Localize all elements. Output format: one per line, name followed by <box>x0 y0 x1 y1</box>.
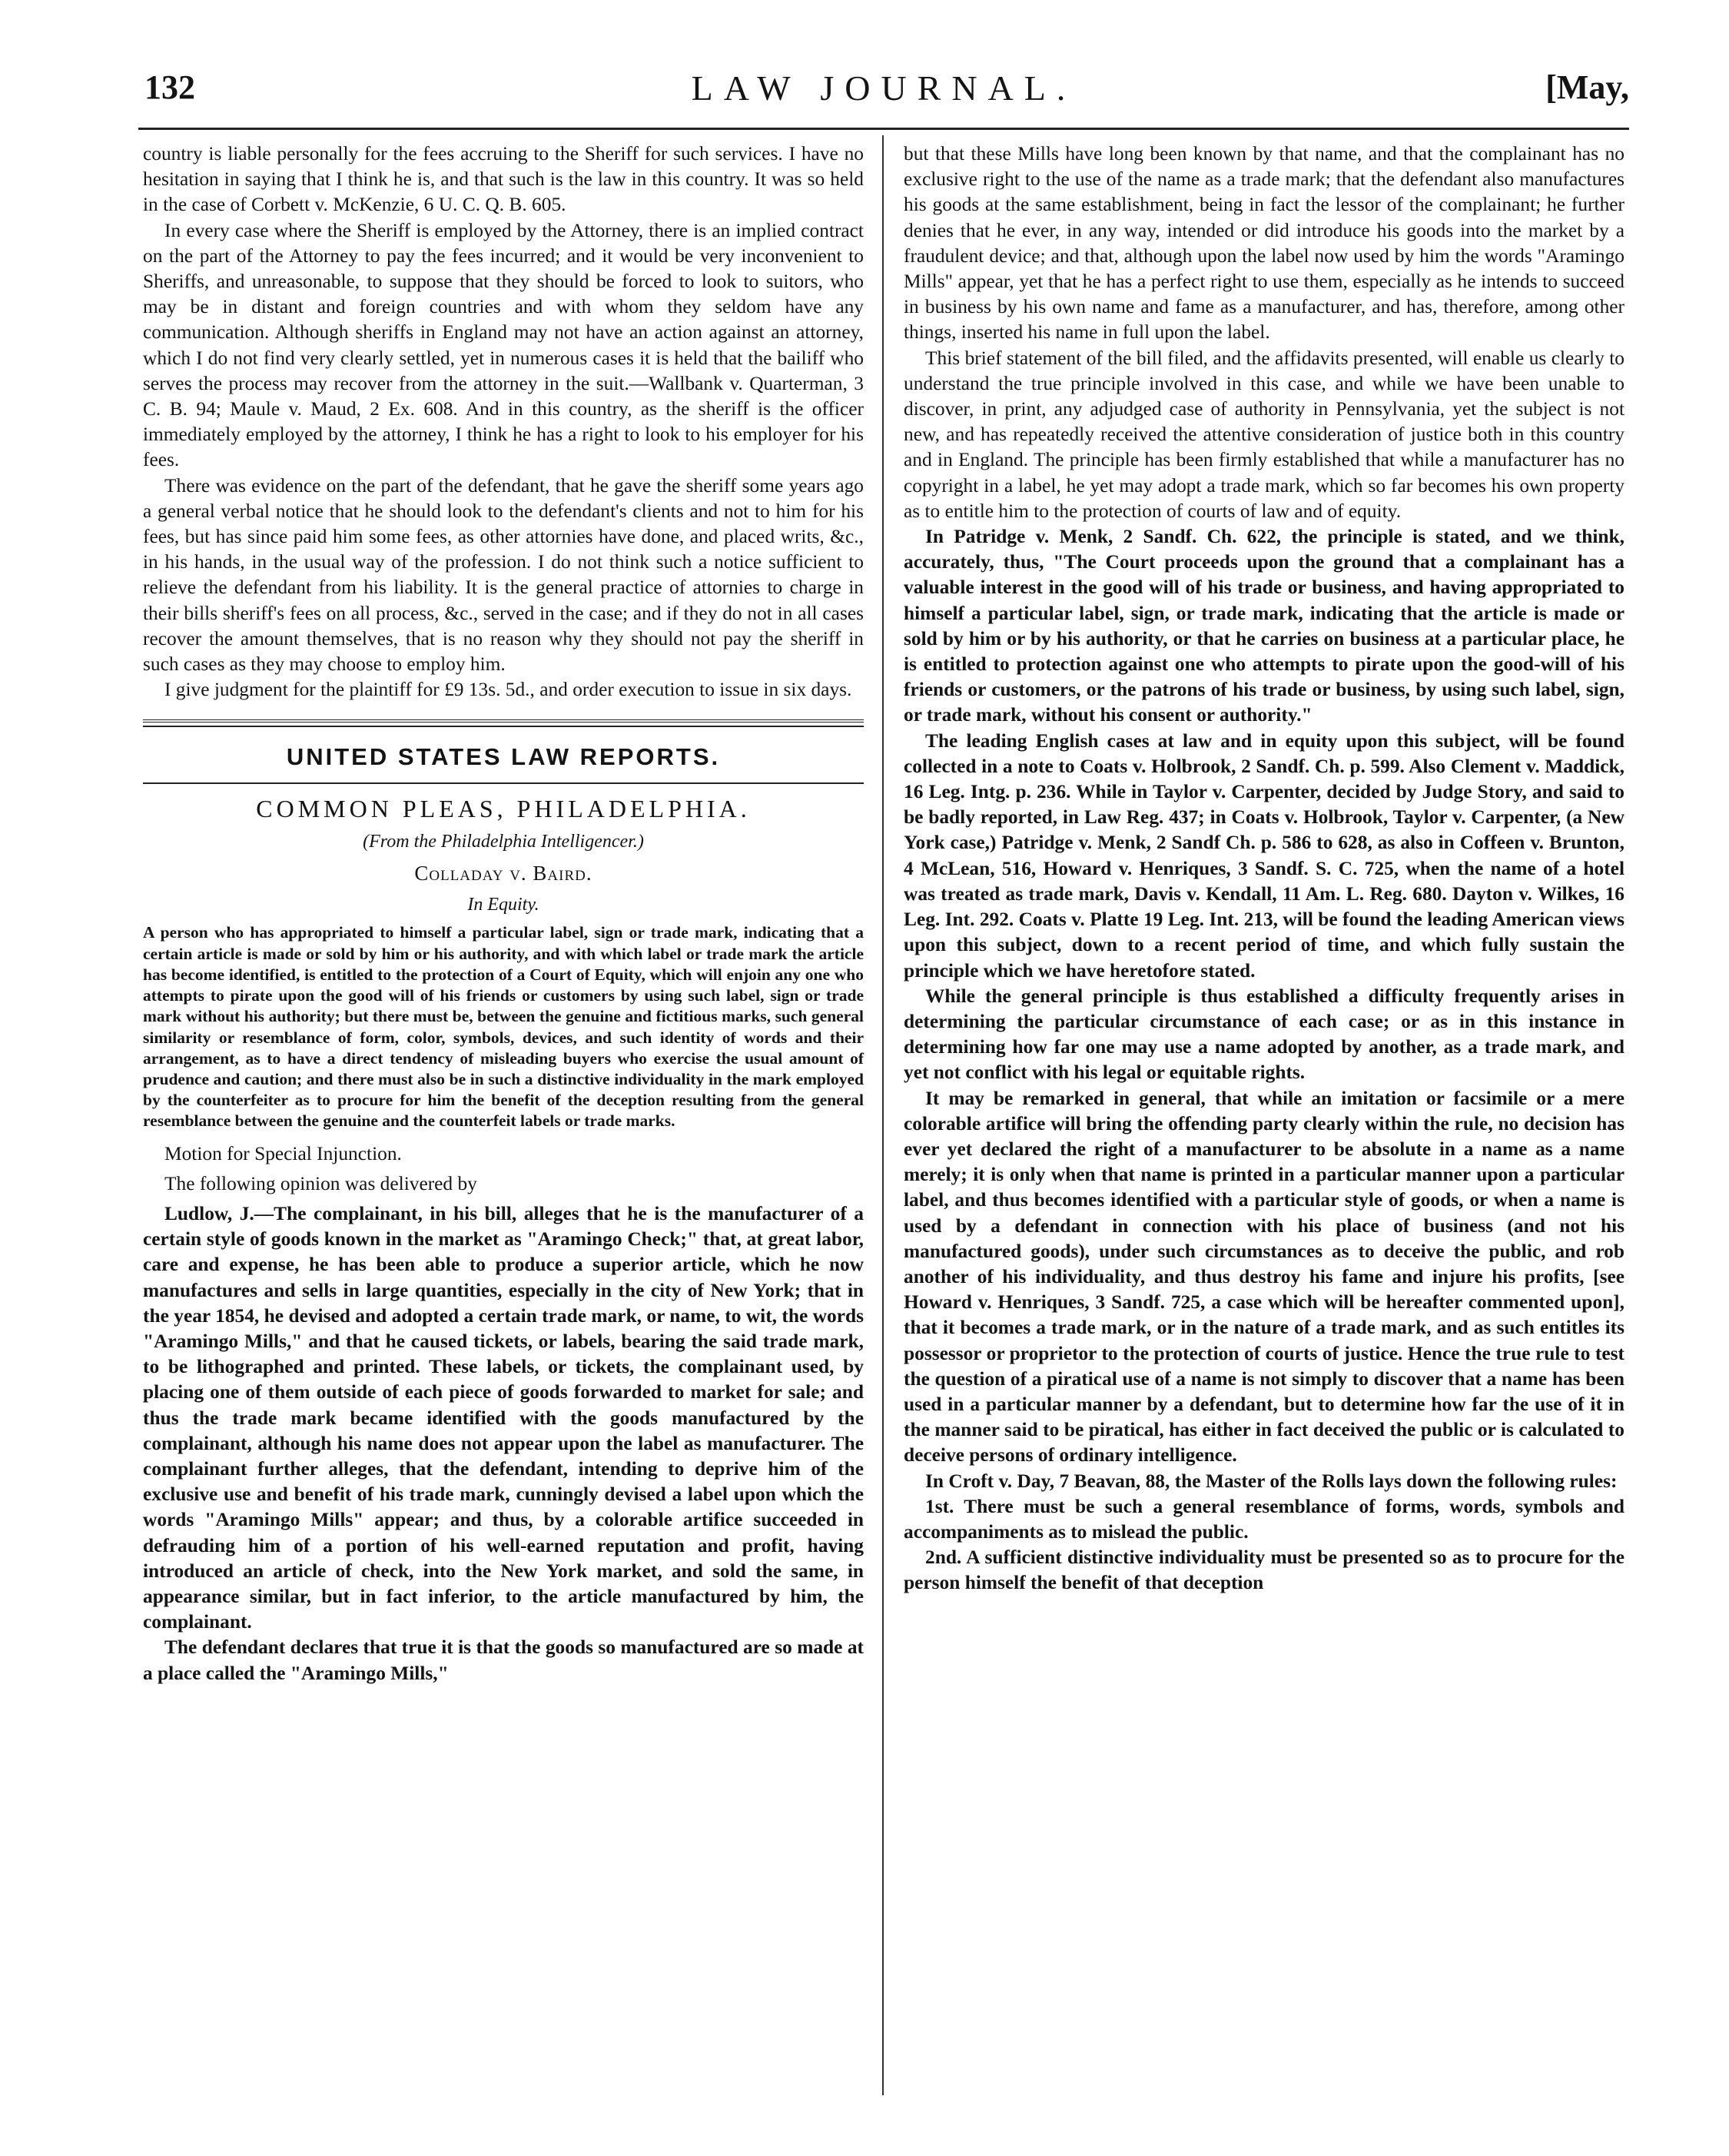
paragraph: 1st. There must be such a general resemblance of forms, words, symbols and accompaniments as to mislead the public. <box>904 1495 1624 1543</box>
paragraph: In Patridge v. Menk, 2 Sandf. Ch. 622, the principle is stated, and we think, accurately, thus, "The Court proceeds upon the ground that a complainant has a valuable interest in the good will of his trade or business, and having appropriated to himself a particular label, sign, or trade mark, indicating that the article is made or sold by him or by his authority, or that he carries on business at a particular place, he is entitled to protection against one who attempts to pirate upon the good-will of his friends or customers, or the patrons of his trade or business, by using such label, sign, or trade mark, without his consent or authority." <box>904 526 1624 726</box>
page-header <box>138 63 1629 117</box>
header-rule <box>138 128 1629 130</box>
case-name: Colladay v. Baird. <box>414 862 592 885</box>
headnote: A person who has appropriated to himself a particular label, sign or trade mark, indicating that a certain article is made or sold by him or his authority, and with which label or trade mark the article has become identified, is entitled to the protection of a Court of Equity, which will enjoin any one who attempts to pirate upon the good will of his friends or customers by using such label, sign or trade mark without his authority; but there must be, between the genuine and fictitious marks, such general similarity or resemblance of form, color, symbols, devices, and such identity of words and their arrangement, as to have a direct tendency of misleading buyers who exercise the usual amount of prudence and caution; and there must also be in such a distinctive individuality in the mark employed by the counterfeiter as to procure for him the benefit of the deception resulting from the general resemblance between the genuine and the counterfeit labels or trade marks. <box>143 923 864 1131</box>
report-source: (From the Philadelphia Intelligencer.) <box>363 831 644 852</box>
right-column <box>904 141 1624 1596</box>
motion-line: Motion for Special Injunction. <box>164 1142 402 1164</box>
paragraph: country is liable personally for the fees accruing to the Sheriff for such services. I have no hesitation in saying that I think he is, and that such is the law in this country. It was so held in the case of Corbett v. McKenzie, 6 U. C. Q. B. 605. <box>143 143 864 216</box>
jurisdiction: In Equity. <box>467 895 539 915</box>
column-divider <box>882 135 884 2095</box>
paragraph: While the general principle is thus established a difficulty frequently arises in determining the particular circumstance of each case; or as in this instance in determining how far one may use a name adopted by another, as a trade mark, and yet not conflict with his legal or equitable rights. <box>904 985 1624 1084</box>
section-separator <box>143 719 864 723</box>
page-number: 132 <box>144 68 195 106</box>
paragraph: 2nd. A sufficient distinctive individuality must be presented so as to procure for the person himself the benefit of that deception <box>904 1546 1624 1594</box>
issue-month: [May, <box>1545 68 1629 106</box>
section-title: UNITED STATES LAW REPORTS. <box>286 743 721 771</box>
paragraph: The leading English cases at law and in equity upon this subject, will be found collected in a note to Coats v. Holbrook, 2 Sandf. Ch. p. 599. Also Clement v. Maddick, 16 Leg. Intg. p. 236. While in Taylor v. Carpenter, decided by Judge Story, and said to be badly reported, in Law Reg. 437; in Coats v. Holbrook, Taylor v. Carpenter, (a New York case,) Patridge v. Menk, 2 Sandf Ch. p. 586 to 628, as also in Coffeen v. Brunton, 4 McLean, 516, Howard v. Henriques, 3 Sandf. S. C. 725, when the name of a hotel was treated as trade mark, Davis v. Kendall, 11 Am. L. Reg. 680. Dayton v. Wilkes, 16 Leg. Int. 292. Coats v. Platte 19 Leg. Int. 213, will be found the leading American views upon this subject, down to a recent period of time, and which fully sustain the principle which we have heretofore stated. <box>904 729 1624 982</box>
paragraph: This brief statement of the bill filed, and the affidavits presented, will enable us clearly to understand the true principle involved in this case, and while we have been unable to discover, in print, any adjudged case of authority in Pennsylvania, yet the subject is not new, and has repeatedly received the attentive consideration of justice both in this country and in England. The principle has been firmly established that while a manufacturer has no copyright in a label, he yet may adopt a trade mark, which so far becomes his own property as to entitle him to the protection of courts of law and of equity. <box>904 347 1624 522</box>
paragraph: I give judgment for the plaintiff for £9 13s. 5d., and order execution to issue in six days. <box>164 679 852 701</box>
paragraph: but that these Mills have long been known by that name, and that the complainant has no exclusive right to the use of the name as a trade mark; that the defendant also manufactures his goods at the same establishment, being in fact the lessor of the complainant; he further denies that he ever, in any way, intended or did introduce his goods into the market by a fraudulent device; and that, although upon the label now used by him the words "Aramingo Mills" appear, yet that he has a perfect right to use them, especially as he intends to succeed in business by his own name and fame as a manufacturer, and has, therefore, among other things, inserted his name in full upon the label. <box>904 143 1624 344</box>
journal-page <box>138 63 1629 2100</box>
left-column <box>143 141 864 1686</box>
paragraph: Ludlow, J.—The complainant, in his bill, alleges that he is the manufacturer of a certain style of goods known in the market as "Aramingo Check;" that, at great labor, care and expense, he has been able to produce a superior article, which he now manufactures and sells in large quantities, especially in the city of New York; that in the year 1854, he devised and adopted a certain trade mark, or name, to wit, the words "Aramingo Mills," and that he caused tickets, or labels, bearing the said trade mark, to be lithographed and printed. These labels, or tickets, the complainant used, by placing one of them outside of each piece of goods forwarded to market for sale; and thus the trade mark became identified with the goods manufactured by the complainant, although his name does not appear upon the label as manufacturer. The complainant further alleges, that the defendant, intending to deprive him of the exclusive use and benefit of his trade mark, cunningly devised a label upon which the words "Aramingo Mills" appear; and thus, by a colorable artifice succeeded in defrauding him of a portion of his well-earned reputation and profit, having introduced an article of check, into the New York market, and sold the same, in appearance similar, but in fact inferior, to the article manufactured by him, the complainant. <box>143 1202 864 1633</box>
paragraph: In Croft v. Day, 7 Beavan, 88, the Master of the Rolls lays down the following rules: <box>925 1470 1618 1492</box>
paragraph: In every case where the Sheriff is employed by the Attorney, there is an implied contract on the part of the Attorney to pay the fees incurred; and it would be very inconvenient to Sheriffs, and unreasonable, to suppose that they should be forced to look to suitors, who may be in distant and foreign countries and with whom they seldom have any communication. Although sheriffs in England may not have an action against an attorney, which I do not find very clearly settled, yet in numerous cases it is held that the bailiff who serves the process may recover from the attorney in the suit.—Wallbank v. Quarterman, 3 C. B. 94; Maule v. Maud, 2 Ex. 608. And in this country, as the sheriff is the officer immediately employed by the attorney, I think he has a right to look to his employer for his fees. <box>143 219 864 471</box>
journal-title: LAW JOURNAL. <box>691 68 1077 108</box>
section-separator-thin <box>143 726 864 727</box>
paragraph: The defendant declares that true it is that the goods so manufactured are so made at a place called the "Aramingo Mills," <box>143 1636 864 1684</box>
section-rule <box>143 782 864 784</box>
court-name: COMMON PLEAS, PHILADELPHIA. <box>256 794 751 822</box>
paragraph: It may be remarked in general, that while an imitation or facsimile or a mere colorable artifice will bring the offending party clearly within the rule, no decision has ever yet declared the right of a manufacturer to be absolute in a name as a name merely; it is only when that name is printed in a particular manner upon a particular label, and thus becomes identified with a particular style of goods, or when a name is used by a defendant in connection with his place of business (and not his manufactured goods), under such circumstances as to deceive the public, and rob another of his individuality, and thus destroy his fame and injure his profits, [see Howard v. Henriques, 3 Sandf. 725, a case which will be hereafter commented upon], that it becomes a trade mark, or in the nature of a trade mark, and as such entitles its possessor or proprietor to the protection of courts of justice. Hence the true rule to test the question of a piratical use of a name is not simply to discover that a name has been used in a particular manner by a defendant, but to determine how far the use of it in the manner said to be piratical, has either in fact deceived the public or is calculated to deceive persons of ordinary intelligence. <box>904 1087 1624 1467</box>
opinion-intro: The following opinion was delivered by <box>164 1172 477 1194</box>
paragraph: There was evidence on the part of the defendant, that he gave the sheriff some years ago a general verbal notice that he should look to the defendant's clients and not to him for his fees, but has since paid him some fees, as other attornies have done, and placed writs, &c., in his hands, in the usual way of the profession. I do not think such a notice sufficient to relieve the defendant from his liability. It is the general practice of attornies to charge in their bills sheriff's fees on all process, &c., served in the case; and if they do not in all cases recover the amount themselves, that is no reason why they should not pay the sheriff in such cases as they may choose to employ him. <box>143 474 864 676</box>
